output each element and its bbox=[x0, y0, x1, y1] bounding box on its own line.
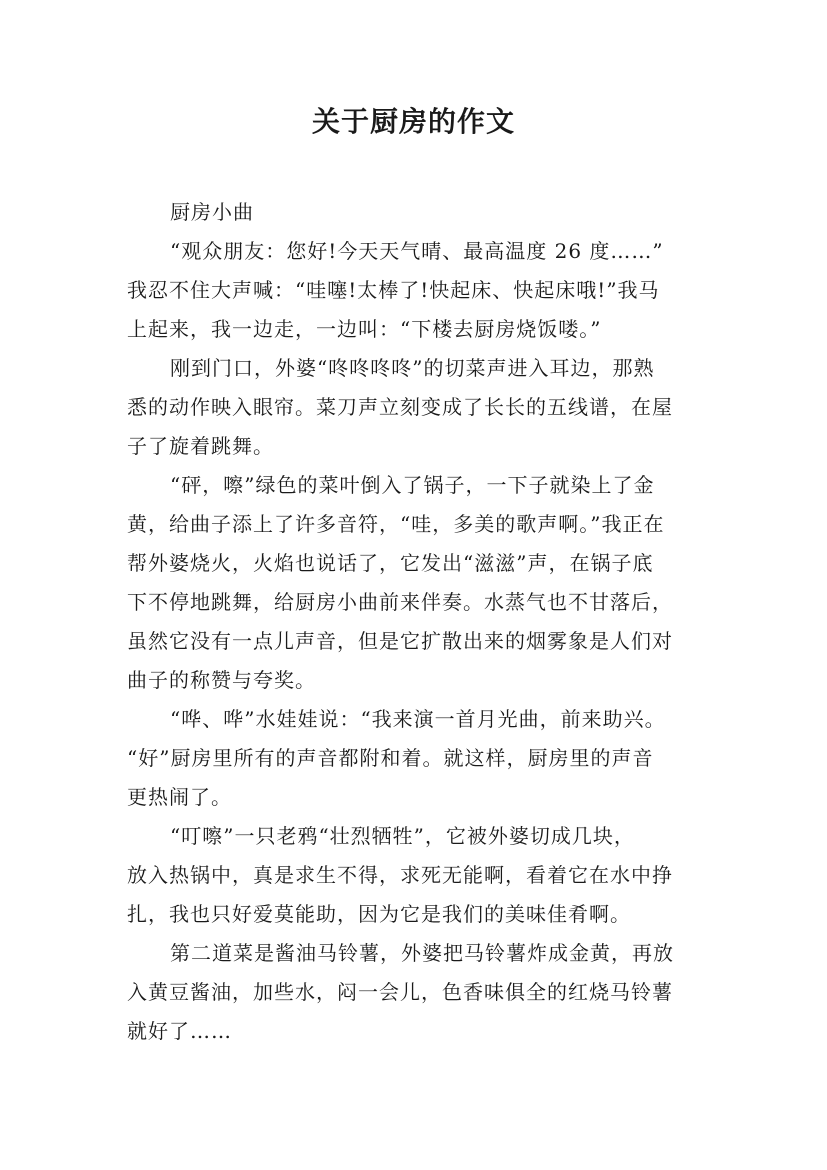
paragraph-line: 放入热锅中，真是求生不得，求死无能啊，看着它在水中挣 bbox=[127, 863, 673, 887]
paragraph-line: “哗、哗”水娃娃说：“我来演一首月光曲，前来助兴。 bbox=[170, 707, 666, 731]
paragraph-line: “好”厨房里所有的声音都附和着。就这样，厨房里的声音 bbox=[127, 746, 654, 770]
paragraph-line: 曲子的称赞与夸奖。 bbox=[127, 668, 316, 692]
paragraph-line: “砰，嚓”绿色的菜叶倒入了锅子，一下子就染上了金 bbox=[170, 473, 655, 497]
paragraph-line: 下不停地跳舞，给厨房小曲前来伴奏。水蒸气也不甘落后， bbox=[127, 590, 673, 614]
paragraph-line: 刚到门口，外婆“咚咚咚咚”的切菜声进入耳边，那熟 bbox=[170, 356, 655, 380]
paragraph-line: 上起来，我一边走，一边叫：“下楼去厨房烧饭喽。” bbox=[127, 317, 602, 341]
paragraph-line: 第二道菜是酱油马铃薯，外婆把马铃薯炸成金黄，再放 bbox=[170, 941, 674, 965]
paragraph-line: 更热闹了。 bbox=[127, 785, 232, 809]
paragraph-line: 子了旋着跳舞。 bbox=[127, 434, 274, 458]
paragraph-line: 入黄豆酱油，加些水，闷一会儿，色香味俱全的红烧马铃薯 bbox=[127, 980, 673, 1004]
paragraph-line: 扎，我也只好爱莫能助，因为它是我们的美味佳肴啊。 bbox=[127, 902, 631, 926]
paragraph-line: 黄，给曲子添上了许多音符，“哇，多美的歌声啊。”我正在 bbox=[127, 512, 665, 536]
paragraph-line: “观众朋友：您好!今天天气晴、最高温度 26 度……” bbox=[170, 239, 664, 263]
document-title: 关于厨房的作文 bbox=[311, 105, 515, 138]
paragraph-line: “叮嚓”一只老鸦“壮烈牺牲”，它被外婆切成几块， bbox=[170, 824, 635, 848]
paragraph-line: 悉的动作映入眼帘。菜刀声立刻变成了长长的五线谱，在屋 bbox=[127, 395, 673, 419]
paragraph-line: 帮外婆烧火，火焰也说话了，它发出“滋滋”声，在锅子底 bbox=[127, 551, 654, 575]
paragraph-line: 虽然它没有一点儿声音，但是它扩散出来的烟雾象是人们对 bbox=[127, 629, 673, 653]
paragraph-line: 我忍不住大声喊：“哇噻!太棒了!快起床、快起床哦!”我马 bbox=[127, 278, 660, 302]
paragraph-line: 厨房小曲 bbox=[170, 200, 254, 224]
paragraph-line: 就好了…… bbox=[127, 1019, 232, 1043]
